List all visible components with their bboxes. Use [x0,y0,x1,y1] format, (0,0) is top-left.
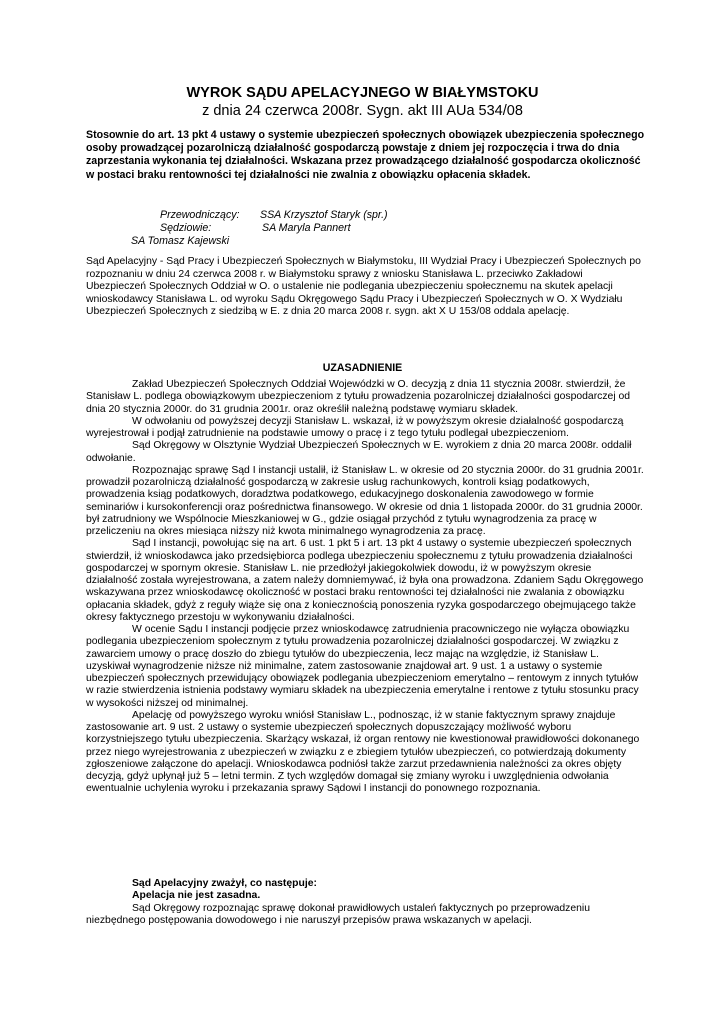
justification-paragraph: Rozpoznając sprawę Sąd I instancji ustalił, iż Stanisław L. w okresie od 20 stycznia 2000r. do 31 grudnia 2001r. prowadził pozarolniczą działalność gospodarczą w zakresie usług rachunkowych, kontroli ksiąg podatkowych, prowadzenia ksiąg podatkowych, doradztwa podatkowego, edukacyjnego doskonalenia zawodowego w formie seminariów i kursokonferencji oraz pośrednictwa finansowego. W okresie od dnia 1 listopada 2000r. do 31 grudnia 2000r. był zatrudniony we Wspólnocie Mieszkaniowej w G., gdzie osiągał przychód z tytułu wynagrodzenia za pracę w przeliczeniu na okres miesiąca niższy niż kwota minimalnego wynagrodzenia za pracę. [86,464,644,537]
justification-paragraph: Apelację od powyższego wyroku wniósł Stanisław L., podnosząc, iż w stanie faktycznym sprawy znajduje zastosowanie art. 9 ust. 2 ustawy o systemie ubezpieczeń społecznych dopuszczający możliwość wyboru korzystniejszego tytułu ubezpieczenia. Skarżący wskazał, iż organ rentowy nie kwestionował prawidłowości dokonanego przez niego wyrejestrowania z ubezpieczeń w związku z e zbiegiem tytułów ubezpieczeń, co potwierdzają dokumenty zgłoszeniowe załączone do apelacji. Wnioskodawca podniósł także zarzut przedawnienia należności za okres objęty decyzją, gdyż upłynął już 5 – letni termin. Z tych względów domagał się zmiany wyroku i uwzględnienia odwołania ewentualnie uchylenia wyroku i przekazania sprawy Sądowi I instancji do ponownego rozpoznania. [86,709,640,795]
judgment-title: WYROK SĄDU APELACYJNEGO W BIAŁYMSTOKU [186,85,539,101]
justification-paragraph: Zakład Ubezpieczeń Społecznych Oddział Wojewódzki w O. decyzją z dnia 11 stycznia 2008r. stwierdził, że Stanisław L. podlega obowiązkowym ubezpieczeniom z tytułu prowadzenia pozarolniczej działalności gospodarczej od dnia 20 stycznia 2000r. do 31 grudnia 2001r. oraz określił należną podstawę wymiaru składek. [86,379,631,415]
chair-name: SSA Krzysztof Staryk (spr.) [260,209,388,221]
justification-paragraph: Sąd Okręgowy w Olsztynie Wydział Ubezpieczeń Społecznych w E. wyrokiem z dnia 20 marca 2008r. oddalił odwołanie. [86,440,632,464]
judgment-date-and-case-number: z dnia 24 czerwca 2008r. Sygn. akt III AUa 534/08 [202,103,523,119]
justification-paragraph: W ocenie Sądu I instancji podjęcie przez wnioskodawcę zatrudnienia pracowniczego nie wyłącza obowiązku podlegania ubezpieczeniom społecznym z tytułu prowadzenia pozarolniczej działalności gospodarczej. W związku z zawarciem umowy o pracę doszło do zbiegu tytułów do ubezpieczenia, lecz mając na względzie, iż Stanisław L. uzyskiwał wynagrodzenie niższe niż minimalne, zatem zastosowanie znajdował art. 9 ust. 1 a ustawy o systemie ubezpieczeń społecznych przewidujący obowiązek podlegania ubezpieczeniom emerytalno – rentowym z innych tytułów w razie stwierdzenia istnienia podstawy wymiaru składek na ubezpieczenia emerytalne i rentowe z tytułu stosunku pracy w wysokości niższej od minimalnej. [86,624,639,709]
judgment-thesis: Stosownie do art. 13 pkt 4 ustawy o systemie ubezpieczeń społecznych obowiązek ubezpieczenia społecznego osoby prowadzącej pozarolniczą działalność gospodarczą powstaje z dniem jej rozpoczęcia i trwa do dnia zaprzestania wykonania tej działalności. Wskazana przez prowadzącego działalność gospodarcza okoliczność w postaci braku rentowności tej działalności nie zwalnia z obowiązku opłacenia składek. [86,129,645,181]
judges-label: Sędziowie: [160,222,212,234]
judge-name: SA Tomasz Kajewski [131,235,230,247]
justification-paragraph: Sąd I instancji, powołując się na art. 6 ust. 1 pkt 5 i art. 13 pkt 4 ustawy o systemie ubezpieczeń społecznych stwierdził, iż wnioskodawca jako przedsiębiorca podlega ubezpieczeniu społecznemu z tytułu prowadzenia działalności gospodarczej w spornym okresie. Stanisław L. nie przedłożył jakiegokolwiek dowodu, iż w powyższym okresie działalność została wyrejestrowana, a zatem należy domniemywać, iż była ona prowadzona. Zdaniem Sądu Okręgowego wskazywana przez wnioskodawcę okoliczność w postaci braku rentowności tej działalności nie zwalania z obowiązku opłacania składek, gdyż z reguły wiąże się ona z koniecznością ponoszenia ryzyka gospodarczego obejmującego także okresy faktycznego przestoju w wykonywaniu działalności. [86,538,644,623]
justification-heading: UZASADNIENIE [322,362,403,374]
chair-label: Przewodniczący: [160,209,240,221]
justification-paragraph: W odwołaniu od powyższej decyzji Stanisław L. wskazał, iż w powyższym okresie działalność gospodarczą wyrejestrował i podjął zatrudnienie na podstawie umowy o pracę i z tego tytułu podlegał ubezpieczeniom. [86,415,624,439]
appeal-court-findings [86,878,644,927]
judge-name: SA Maryla Pannert [262,222,351,234]
findings-paragraph: Sąd Okręgowy rozpoznając sprawę dokonał prawidłowych ustaleń faktycznych po przeprowadzeniu niezbędnego postępowania dowodowego i nie naruszył przepisów prawa wskazanych w apelacji. [86,902,591,926]
appeal-unfounded-heading: Apelacja nie jest zasadna. [132,890,261,902]
operative-part: Sąd Apelacyjny - Sąd Pracy i Ubezpieczeń Społecznych w Białymstoku, III Wydział Pracy i Ubezpieczeń Społecznych po rozpoznaniu w dniu 24 czerwca 2008 r. w Białymstoku sprawy z wniosku Stanisława L. przeciwko Zakładowi Ubezpieczeń Społecznych Oddział w O. o ustalenie nie podlegania ubezpieczeniu społecznemu na skutek apelacji wnioskodawcy Stanisława L. od wyroku Sądu Okręgowego Sądu Pracy i Ubezpieczeń Społecznych w O. X Wydziału Ubezpieczeń Społecznych z siedzibą w E. z dnia 20 marca 2008 r. sygn. akt X U 153/08 oddala apelację. [86,256,641,318]
justification-body [86,379,644,796]
court-considered-heading: Sąd Apelacyjny zważył, co następuje: [132,878,317,889]
